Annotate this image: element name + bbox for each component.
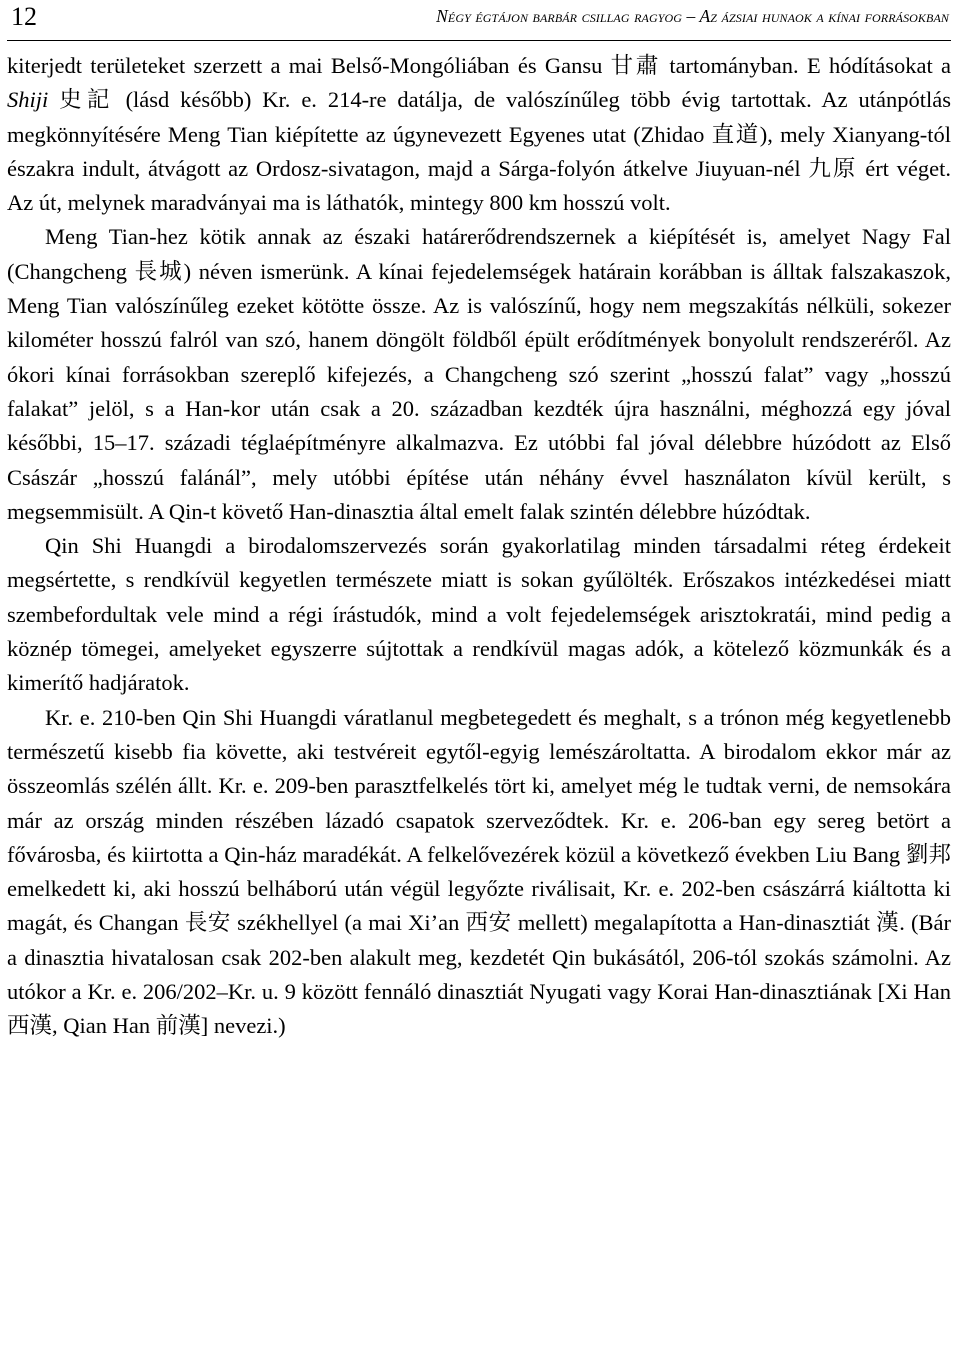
shiji-italic-title: Shiji <box>7 87 49 113</box>
paragraph-1-text-1: kiterjedt területeket szerzett a mai Belső-Mongóliában és Gansu 甘肅 tartományban. E hódításokat a <box>7 53 951 78</box>
paragraph-1-text-2: 史記 (lásd később) Kr. e. 214-re datálja, de valószínűleg több évig tartottak. Az utánpótlás megkönnyítésére Meng Tian kiépítette az úgynevezett Egyenes utat (Zhidao 直道), mely Xianyang-tól északra indult, átvágott az Ordosz-sivatagon, majd a Sárga-folyón átkelve Jiuyuan-nél 九原 ért véget. Az út, melynek maradványai ma is láthatók, mintegy 800 km hosszú volt. <box>7 87 951 216</box>
paragraph-2-text: Meng Tian-hez kötik annak az északi határerődrendszernek a kiépítését is, amelyet Nagy Fal (Changcheng 長城) néven ismerünk. A kínai fejedelemségek határain korábban is álltak falszakaszok, Meng Tian valószínűleg ezeket kötötte össze. Az is valószínű, hogy nem megszakítás nélküli, sokezer kilométer hosszú falról van szó, hanem döngölt földből épült erődítmények bonyolult rendszeréről. Az ókori kínai forrásokban szereplő kifejezés, a Changcheng szó szerint „hosszú falat” vagy „hosszú falakat” jelöl, s a Han-kor után csak a 20. században kezdték újra használni, méghozzá egy jóval későbbi, 15–17. századi téglaépítményre alkalmazva. Ez utóbbi fal jóval délebbre húzódott az Első Császár „hosszú falánál”, mely utóbbi építése után néhány évvel használaton kívül került, s megsemmisült. A Qin-t követő Han-dinasztia által emelt falak szintén délebbre húzódtak. <box>7 224 951 524</box>
paragraph-4 <box>7 701 951 1044</box>
paragraph-3 <box>7 529 951 700</box>
paragraph-4-text: Kr. e. 210-ben Qin Shi Huangdi váratlanul megbetegedett és meghalt, s a trónon még kegyetlenebb természetű kisebb fia követte, aki testvéreit egytől-egyig lemészároltatta. A birodalom ekkor már az összeomlás szélén állt. Kr. e. 209-ben parasztfelkelés tört ki, amelyet még le tudtak verni, de nemsokára már az ország minden részében lázadó csapatok szerveződtek. Kr. e. 206-ban egy sereg betört a fővárosba, és kiirtotta a Qin-ház maradékát. A felkelővezérek közül a következő években Liu Bang 劉邦 emelkedett ki, aki hosszú belháború után végül legyőzte riválisait, Kr. e. 202-ben császárrá kiáltotta ki magát, és Changan 長安 székhellyel (a mai Xi’an 西安 mellett) megalapította a Han-dinasztiát 漢. (Bár a dinasztia hivatalosan csak 202-ben alakult meg, kezdetét Qin bukásától, 206-tól szokás számolni. Az utókor a Kr. e. 206/202–Kr. u. 9 között fennáló dinasztiát Nyugati vagy Korai Han-dinasztiának [Xi Han 西漢, Qian Han 前漢] nevezi.) <box>7 704 951 1039</box>
running-header <box>7 0 951 41</box>
page-number: 12 <box>11 2 37 31</box>
paragraph-2 <box>7 220 951 529</box>
paragraph-3-text: Qin Shi Huangdi a birodalomszervezés során gyakorlatilag minden társadalmi réteg érdekeit megsértette, s rendkívül kegyetlen természete miatt is sokan gyűlölték. Erőszakos intézkedései miatt szembefordultak vele mind a régi írástudók, mind a volt fejedelemségek arisztokratái, mind pedig a köznép tömegei, amelyeket egyszerre sújtottak a rendkívül magas adók, a kötelező közmunkák és a kimerítő hadjáratok. <box>7 533 951 696</box>
paragraph-1 <box>7 49 951 220</box>
body-text <box>7 49 951 1044</box>
running-header-title: Négy égtájon barbár csillag ragyog – Az ázsiai hunaok a kínai forrásokban <box>436 6 949 26</box>
